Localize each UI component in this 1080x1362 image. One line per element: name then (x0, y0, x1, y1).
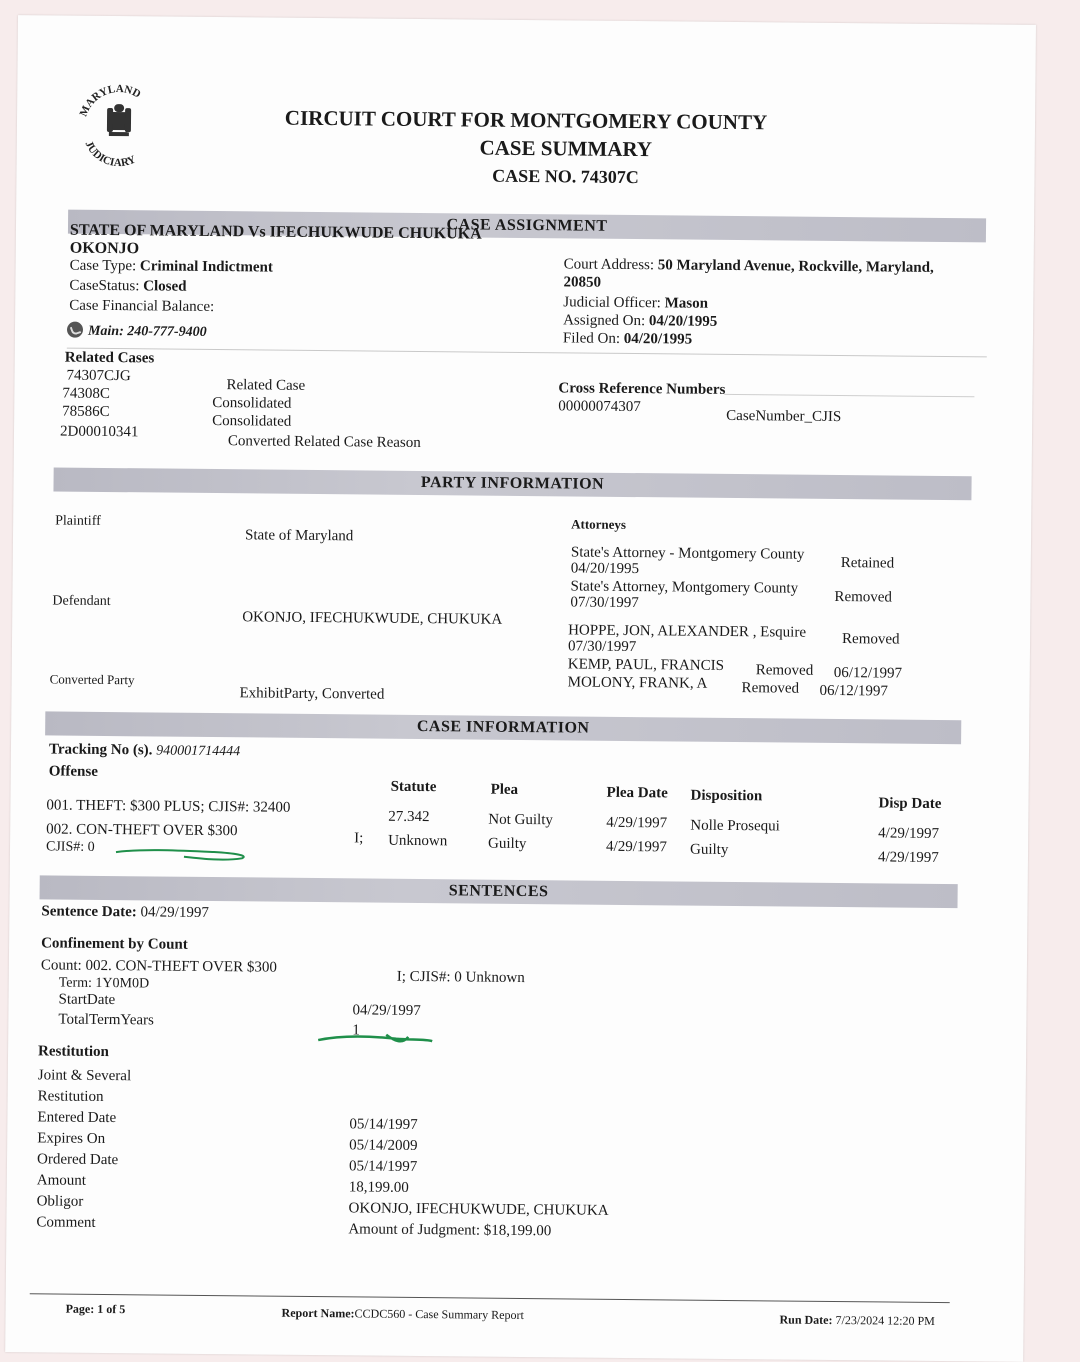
filed-on-row (563, 330, 692, 348)
restitution-value: 05/14/1997 (349, 1116, 418, 1134)
restitution-value: 05/14/2009 (349, 1137, 418, 1155)
restitution-value: 18,199.00 (348, 1179, 409, 1196)
cross-reference-number: 00000074307 (558, 398, 641, 416)
related-cases-heading: Related Cases (64, 349, 155, 367)
confinement-heading: Confinement by Count (41, 935, 188, 953)
statute-cell: Unknown (388, 832, 448, 850)
restitution-label: Expires On (37, 1130, 106, 1148)
assigned-on-row (563, 312, 717, 330)
statute-cell: 27.342 (388, 808, 430, 826)
attorney-status: Removed (755, 662, 814, 679)
tracking-number: 940001714444 (156, 743, 241, 760)
restitution-label: Entered Date (37, 1109, 117, 1127)
column-header-offense: Offense (48, 763, 98, 780)
case-status-label: CaseStatus: (69, 277, 140, 295)
plea-date-cell: 4/29/1997 (605, 838, 667, 856)
related-case-type: Consolidated (212, 412, 292, 430)
related-case-type: Converted Related Case Reason (227, 433, 421, 451)
phone-icon (67, 322, 83, 338)
start-date-label: StartDate (58, 991, 116, 1009)
attorney-date: 04/20/1995 (570, 560, 640, 578)
party-name: ExhibitParty, Converted (239, 685, 385, 703)
attorney-name: HOPPE, JON, ALEXANDER , Esquire (568, 622, 807, 641)
document-page (5, 15, 1036, 1362)
sentences-title: SENTENCES (448, 882, 549, 901)
total-term-value: 1 (352, 1022, 360, 1039)
divider (67, 348, 987, 358)
related-case-type: Related Case (226, 377, 306, 394)
term-value: Term: 1Y0M0D (58, 975, 150, 992)
related-case-number: 74307CJG (66, 367, 131, 385)
judicial-officer-row (563, 294, 708, 312)
attorney-name: State's Attorney - Montgomery County (570, 544, 805, 563)
phone-row (67, 322, 207, 341)
offense-extra-cell: I; (354, 830, 364, 847)
column-header-plea-date: Plea Date (606, 784, 668, 802)
filed-on-label: Filed On: (562, 330, 621, 347)
party-information-bar (53, 467, 971, 500)
total-term-label: TotalTermYears (58, 1011, 154, 1029)
restitution-label: Obligor (36, 1193, 84, 1210)
related-case-number: 78586C (62, 403, 110, 421)
attorney-name: KEMP, PAUL, FRANCIS (567, 656, 725, 674)
attorneys-heading: Attorneys (571, 516, 627, 532)
case-type-row (70, 258, 273, 277)
restitution-label: Amount (36, 1172, 87, 1189)
assigned-on-value: 04/20/1995 (648, 313, 718, 330)
party-role: Plaintiff (55, 513, 101, 529)
attorney-date: 06/12/1997 (833, 664, 903, 682)
restitution-label: Joint & Several (37, 1067, 132, 1085)
assigned-on-label: Assigned On: (563, 312, 646, 330)
plea-date-cell: 4/29/1997 (606, 814, 668, 832)
court-address-label: Court Address: (563, 256, 655, 274)
report-name-value: CCDC560 - Case Summary Report (354, 1306, 524, 1323)
footer-page: Page: 1 of 5 (65, 1301, 126, 1317)
party-name: State of Maryland (244, 527, 354, 545)
cjis-line: CJIS#: 0 (45, 839, 95, 855)
restitution-label: Comment (36, 1214, 96, 1231)
attorney-date: 06/12/1997 (819, 682, 888, 700)
financial-balance-label: Case Financial Balance: (69, 297, 215, 316)
related-case-type: Consolidated (212, 394, 292, 412)
column-header-plea: Plea (490, 781, 519, 798)
restitution-value: Amount of Judgment: $18,199.00 (348, 1221, 552, 1240)
restitution-heading: Restitution (38, 1043, 109, 1061)
restitution-label: Restitution (37, 1088, 104, 1105)
seal-bottom-text: JUDICIARY (82, 139, 138, 170)
sentence-date-value: 04/29/1997 (140, 904, 209, 921)
column-header-disp-date: Disp Date (878, 795, 942, 813)
footer-run-date (779, 1312, 934, 1328)
disposition-cell: Guilty (689, 841, 729, 858)
judicial-officer-label: Judicial Officer: (563, 294, 661, 312)
case-information-title: CASE INFORMATION (416, 717, 590, 737)
related-case-number: 74308C (62, 385, 110, 403)
sentences-bar (40, 875, 958, 908)
case-type-value: Criminal Indictment (139, 258, 273, 276)
case-number: CASE NO. 74307C (492, 165, 639, 188)
sentence-date-row (41, 903, 209, 922)
case-status-row (69, 278, 186, 296)
case-type-label: Case Type: (69, 257, 137, 275)
restitution-value: OKONJO, IFECHUKWUDE, CHUKUKA (348, 1200, 609, 1219)
footer-report-name (282, 1306, 524, 1323)
sentence-date-label: Sentence Date: (41, 903, 137, 921)
party-information-title: PARTY INFORMATION (420, 474, 605, 493)
disposition-cell: Nolle Prosequi (690, 817, 780, 835)
plea-cell: Not Guilty (488, 811, 553, 829)
divider (724, 394, 974, 397)
column-header-statute: Statute (390, 778, 437, 796)
attorney-name: MOLONY, FRANK, A (567, 674, 708, 692)
attorney-name: State's Attorney, Montgomery County (570, 578, 799, 597)
disp-date-cell: 4/29/1997 (878, 825, 940, 842)
party-name: OKONJO, IFECHUKWUDE, CHUKUKA (242, 609, 503, 628)
attorney-date: 07/30/1997 (567, 638, 637, 656)
case-caption-line2: OKONJO (69, 239, 140, 258)
attorney-status: Removed (741, 680, 800, 697)
count-extra: I; CJIS#: 0 Unknown (396, 968, 525, 987)
seal-top-text: MARYLAND (77, 83, 143, 119)
court-address-row (564, 256, 934, 277)
attorney-status: Retained (840, 555, 895, 572)
offense-cell: 002. CON-THEFT OVER $300 (46, 821, 238, 840)
case-status-value: Closed (143, 278, 187, 295)
judicial-officer-value: Mason (664, 295, 709, 312)
document-title: CASE SUMMARY (479, 135, 653, 162)
filed-on-value: 04/20/1995 (623, 330, 693, 348)
case-caption-line1: STATE OF MARYLAND Vs IFECHUKWUDE CHUKUKA (69, 221, 482, 243)
restitution-value: 05/14/1997 (348, 1158, 418, 1175)
restitution-label: Ordered Date (36, 1151, 119, 1169)
column-header-disposition: Disposition (690, 787, 763, 805)
green-ink-mark (114, 842, 254, 863)
case-assignment-title: CASE ASSIGNMENT (446, 216, 608, 235)
tracking-row (49, 741, 240, 760)
tracking-label: Tracking No (s). (48, 741, 153, 759)
report-name-label: Report Name: (281, 1305, 355, 1321)
green-ink-mark (316, 1030, 436, 1049)
court-name: CIRCUIT COURT FOR MONTGOMERY COUNTY (284, 105, 768, 135)
disp-date-cell: 4/29/1997 (877, 849, 939, 866)
party-role: Converted Party (49, 671, 135, 688)
plea-cell: Guilty (488, 835, 527, 853)
phone-number: Main: 240-777-9400 (87, 323, 207, 340)
attorney-date: 07/30/1997 (570, 594, 639, 612)
attorney-status: Removed (834, 588, 893, 606)
offense-cell: 001. THEFT: $300 PLUS; CJIS#: 32400 (46, 797, 291, 816)
count-line: Count: 002. CON-THEFT OVER $300 (40, 957, 277, 976)
party-role: Defendant (52, 593, 111, 610)
run-date-label: Run Date: (779, 1312, 833, 1327)
start-date-value: 04/29/1997 (352, 1002, 421, 1020)
attorney-status: Removed (841, 631, 900, 648)
court-address-zip: 20850 (563, 274, 602, 291)
court-address-value: 50 Maryland Avenue, Rockville, Maryland, (657, 257, 934, 276)
case-information-bar (45, 711, 961, 744)
run-date-value: 7/23/2024 12:20 PM (835, 1313, 935, 1328)
footer-rule (30, 1293, 950, 1303)
related-case-number: 2D00010341 (59, 423, 139, 441)
cross-reference-heading: Cross Reference Numbers (558, 380, 726, 398)
cross-reference-type: CaseNumber_CJIS (726, 407, 842, 426)
